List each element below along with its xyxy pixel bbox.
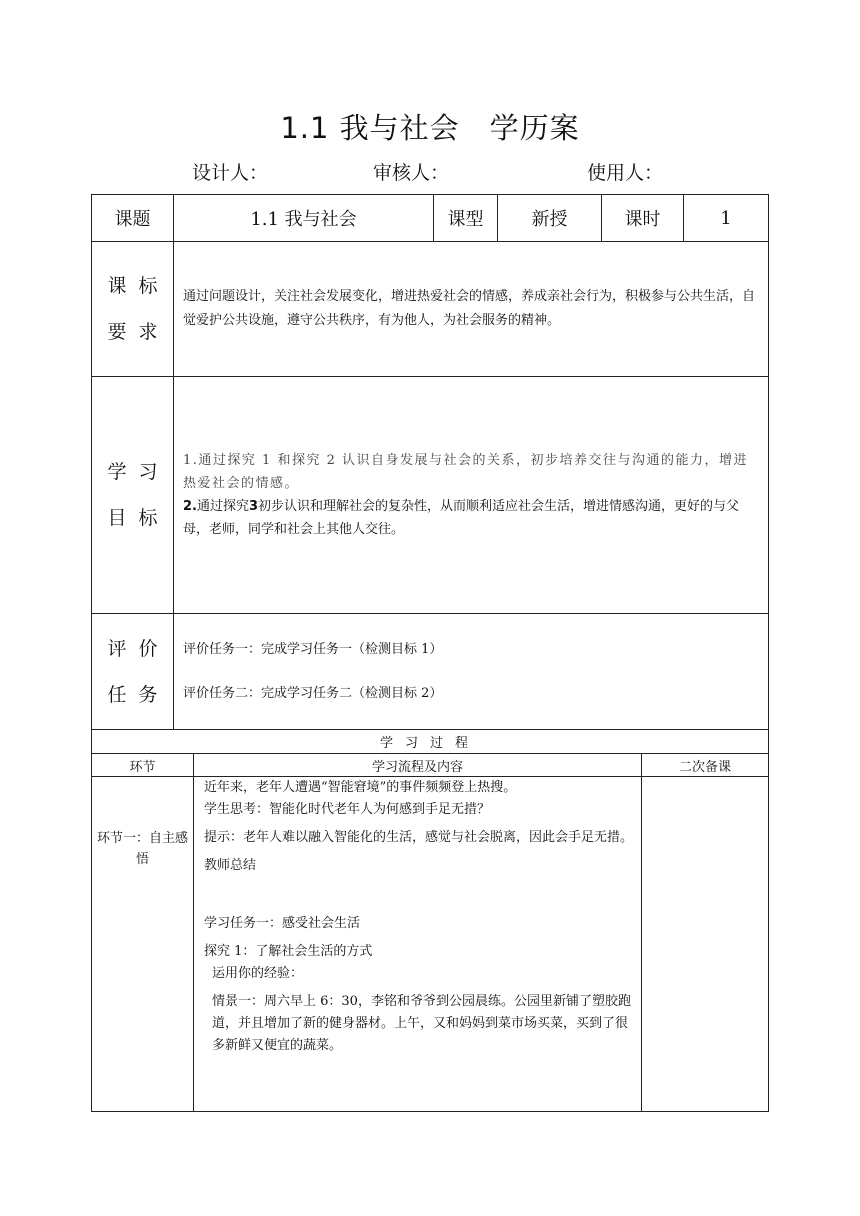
goals-row — [92, 377, 769, 614]
hours-value: 1 — [684, 195, 769, 242]
content-line: 学生思考：智能化时代老年人为何感到手足无措？ — [204, 802, 491, 817]
stage-1-label: 环节一：自主感悟 — [92, 777, 194, 1112]
col-notes-header: 二次备课 — [642, 754, 769, 777]
designer-label: 设计人： — [192, 162, 269, 184]
document-title — [0, 106, 860, 147]
process-heading: 学习过程 — [92, 730, 769, 754]
content-line: 学习任务一：感受社会生活 — [204, 916, 361, 931]
goals-label-line1: 学习 — [107, 461, 170, 483]
content-line: 提示：老年人难以融入智能化的生活，感觉与社会脱离，因此会手足无措。 — [204, 830, 634, 845]
goal-2-part-b: 3 — [249, 499, 259, 514]
content-line: 教师总结 — [204, 858, 257, 873]
signature-row — [0, 158, 860, 188]
process-heading-row — [92, 730, 769, 754]
content-line: 探究 1：了解社会生活的方式 — [204, 944, 373, 959]
content-line: 近年来，老年人遭遇“智能窘境”的事件频频登上热搜。 — [204, 780, 517, 795]
evaluation-label-line1: 评价 — [107, 637, 170, 660]
stage-1-row — [92, 777, 769, 1112]
type-label: 课型 — [434, 195, 498, 242]
evaluation-label-line2: 任务 — [107, 683, 170, 706]
goal-2-part-c: 初步认识和理解社会的复杂性，从而顺利适应社会生活，增进情感沟通，更好的与父母，老师，同学和社会上其他人交往。 — [183, 499, 740, 537]
goals-label — [92, 377, 174, 614]
stage-1-content — [194, 777, 642, 1112]
goals-label-line2: 目标 — [107, 507, 170, 529]
content-line: 情景一：周六早上 6：30，李铭和爷爷到公园晨练。公园里新铺了塑胶跑道，并且增加了新的健身器材。上午，又和妈妈到菜市场买菜，买到了很多新鲜又便宜的蔬菜。 — [212, 994, 631, 1053]
goal-2-part-a: 通过探究 — [196, 499, 249, 514]
topic-label: 课题 — [92, 195, 174, 242]
content-line: 运用你的经验： — [212, 966, 304, 981]
title-main: 1.1 我与社会 — [280, 111, 460, 145]
goal-1: 1.通过探究 1 和探究 2 认识自身发展与社会的关系，初步培养交往与沟通的能力，增进热爱社会的情感。 — [183, 453, 748, 491]
goal-2 — [183, 495, 758, 541]
learning-process-table — [91, 729, 769, 1112]
notes-cell — [642, 777, 769, 1112]
user-label: 使用人： — [587, 162, 664, 184]
col-content-header: 学习流程及内容 — [194, 754, 642, 777]
title-sub: 学历案 — [489, 111, 580, 145]
goal-2-number: 2. — [183, 499, 197, 514]
reviewer-label: 审核人： — [373, 162, 450, 184]
process-column-headers — [92, 754, 769, 777]
col-stage-header: 环节 — [92, 754, 194, 777]
hours-label: 课时 — [602, 195, 684, 242]
standards-row — [92, 242, 769, 377]
standards-label — [92, 242, 174, 377]
evaluation-label — [92, 614, 174, 730]
evaluation-row — [92, 614, 769, 730]
type-value: 新授 — [498, 195, 602, 242]
evaluation-task-2: 评价任务二：完成学习任务二（检测目标 2） — [183, 685, 443, 701]
topic-value: 1.1 我与社会 — [174, 195, 434, 242]
standards-label-line1: 课标 — [107, 275, 170, 297]
lesson-info-table — [91, 194, 769, 730]
goals-text — [174, 377, 769, 614]
standards-text: 通过问题设计，关注社会发展变化，增进热爱社会的情感，养成亲社会行为，积极参与公共生活，自觉爱护公共设施，遵守公共秩序，有为他人，为社会服务的精神。 — [174, 242, 769, 377]
evaluation-task-1: 评价任务一：完成学习任务一（检测目标 1） — [183, 641, 443, 657]
evaluation-tasks — [174, 614, 769, 730]
info-row — [92, 195, 769, 242]
standards-label-line2: 要求 — [107, 321, 170, 343]
